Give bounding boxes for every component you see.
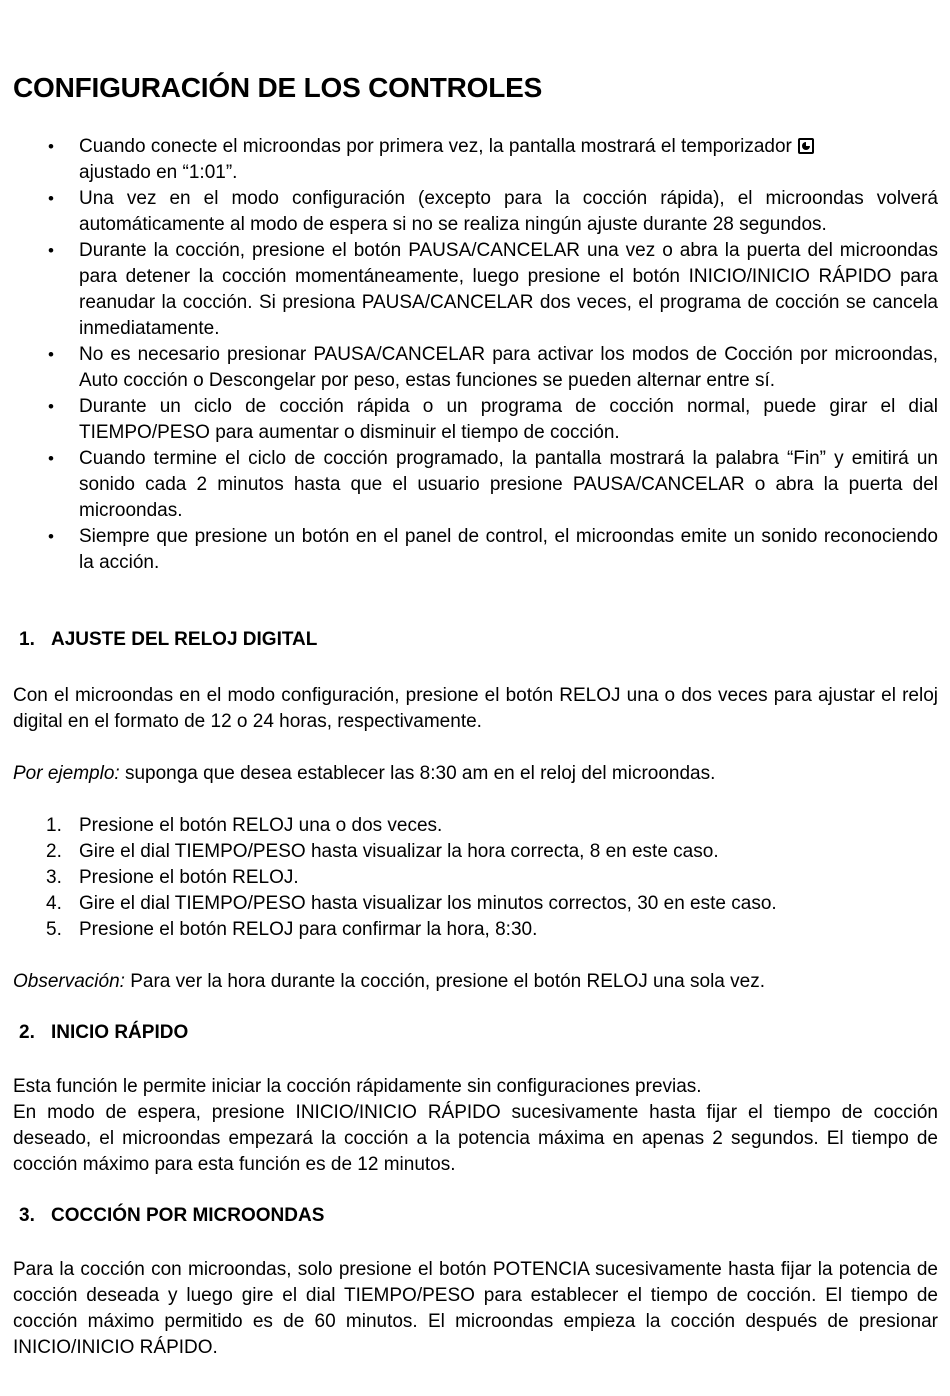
bullet-text: Cuando conecte el microondas por primera vez, la pantalla mostrará el temporizador [79, 136, 792, 157]
step-text: Presione el botón RELOJ para confirmar la hora, 8:30. [79, 919, 538, 940]
clock-steps-list [13, 813, 938, 943]
step-text: Gire el dial TIEMPO/PESO hasta visualizar los minutos correctos, 30 en este caso. [79, 893, 777, 914]
step-item [13, 813, 938, 839]
section-number: 2. [19, 1022, 35, 1043]
section-1-intro: Con el microondas en el modo configuración, presione el botón RELOJ una o dos veces para ajustar el reloj digital en el formato de 12 o 24 horas, respectivamente. [13, 685, 938, 732]
section-title: AJUSTE DEL RELOJ DIGITAL [51, 629, 318, 650]
section-3-text: Para la cocción con microondas, solo presione el botón POTENCIA sucesivamente hasta fijar la potencia de cocción deseada y luego gire el dial TIEMPO/PESO para establecer el tiempo de cocción. El tiempo de cocción máximo permitido es de 60 minutos. El microondas empieza la cocción después de presionar INICIO/INICIO RÁPIDO. [13, 1259, 938, 1358]
bullet-item: • Cuando termine el ciclo de cocción programado, la pantalla mostrará la palabra “Fin” y emitirá un sonido cada 2 minutos hasta que el usuario presione PAUSA/CANCELAR o abra la puerta del microondas. [13, 446, 938, 524]
intro-bullet-list [13, 134, 938, 576]
step-number: 4. [46, 893, 62, 914]
note-text: Para ver la hora durante la cocción, presione el botón RELOJ una sola vez. [124, 971, 765, 992]
step-text: Presione el botón RELOJ. [79, 867, 299, 888]
bullet-item [13, 134, 938, 186]
bullet-item: • Una vez en el modo configuración (excepto para la cocción rápida), el microondas volverá automáticamente al modo de espera si no se realiza ningún ajuste durante 28 segundos. [13, 186, 938, 238]
section-2-line-2: En modo de espera, presione INICIO/INICIO RÁPIDO sucesivamente hasta fijar el tiempo de cocción deseado, el microondas empezará la cocción a la potencia máxima en apenas 2 segundos. El tiempo de cocción máximo para esta función es de 12 minutos. [13, 1102, 938, 1175]
section-2-line-1: Esta función le permite iniciar la cocción rápidamente sin configuraciones previas. [13, 1076, 702, 1097]
example-label: Por ejemplo: [13, 763, 120, 784]
bullet-item: • Siempre que presione un botón en el panel de control, el microondas emite un sonido reconociendo la acción. [13, 524, 938, 576]
step-item [13, 865, 938, 891]
section-title: INICIO RÁPIDO [51, 1022, 189, 1043]
step-number: 5. [46, 919, 62, 940]
step-number: 3. [46, 867, 62, 888]
bullet-item: • No es necesario presionar PAUSA/CANCELAR para activar los modos de Cocción por microondas, Auto cocción o Descongelar por peso, estas funciones se pueden alternar entre sí. [13, 342, 938, 394]
note-paragraph [13, 969, 938, 995]
step-item [13, 917, 938, 943]
example-paragraph [13, 761, 938, 787]
page-title: CONFIGURACIÓN DE LOS CONTROLES [13, 72, 543, 103]
section-title: COCCIÓN POR MICROONDAS [51, 1205, 325, 1226]
section-number: 3. [19, 1205, 35, 1226]
step-text: Gire el dial TIEMPO/PESO hasta visualizar la hora correcta, 8 en este caso. [79, 841, 719, 862]
section-3-heading [19, 1205, 324, 1227]
step-item [13, 891, 938, 917]
timer-icon [798, 138, 814, 154]
step-number: 2. [46, 841, 62, 862]
bullet-text-continued: ajustado en “1:01”. [79, 162, 238, 183]
step-number: 1. [46, 815, 62, 836]
section-number: 1. [19, 629, 35, 650]
note-label: Observación: [13, 971, 125, 992]
step-text: Presione el botón RELOJ una o dos veces. [79, 815, 443, 836]
example-text: suponga que desea establecer las 8:30 am en el reloj del microondas. [119, 763, 716, 784]
bullet-item: • Durante la cocción, presione el botón PAUSA/CANCELAR una vez o abra la puerta del microondas para detener la cocción momentáneamente, luego presione el botón INICIO/INICIO RÁPIDO para reanudar la cocción. Si presiona PAUSA/CANCELAR dos veces, el programa de cocción se cancela inmediatamente. [13, 238, 938, 342]
section-1-heading [19, 629, 317, 651]
step-item [13, 839, 938, 865]
bullet-item: • Durante un ciclo de cocción rápida o un programa de cocción normal, puede girar el dial TIEMPO/PESO para aumentar o disminuir el tiempo de cocción. [13, 394, 938, 446]
section-2-heading [19, 1022, 188, 1044]
